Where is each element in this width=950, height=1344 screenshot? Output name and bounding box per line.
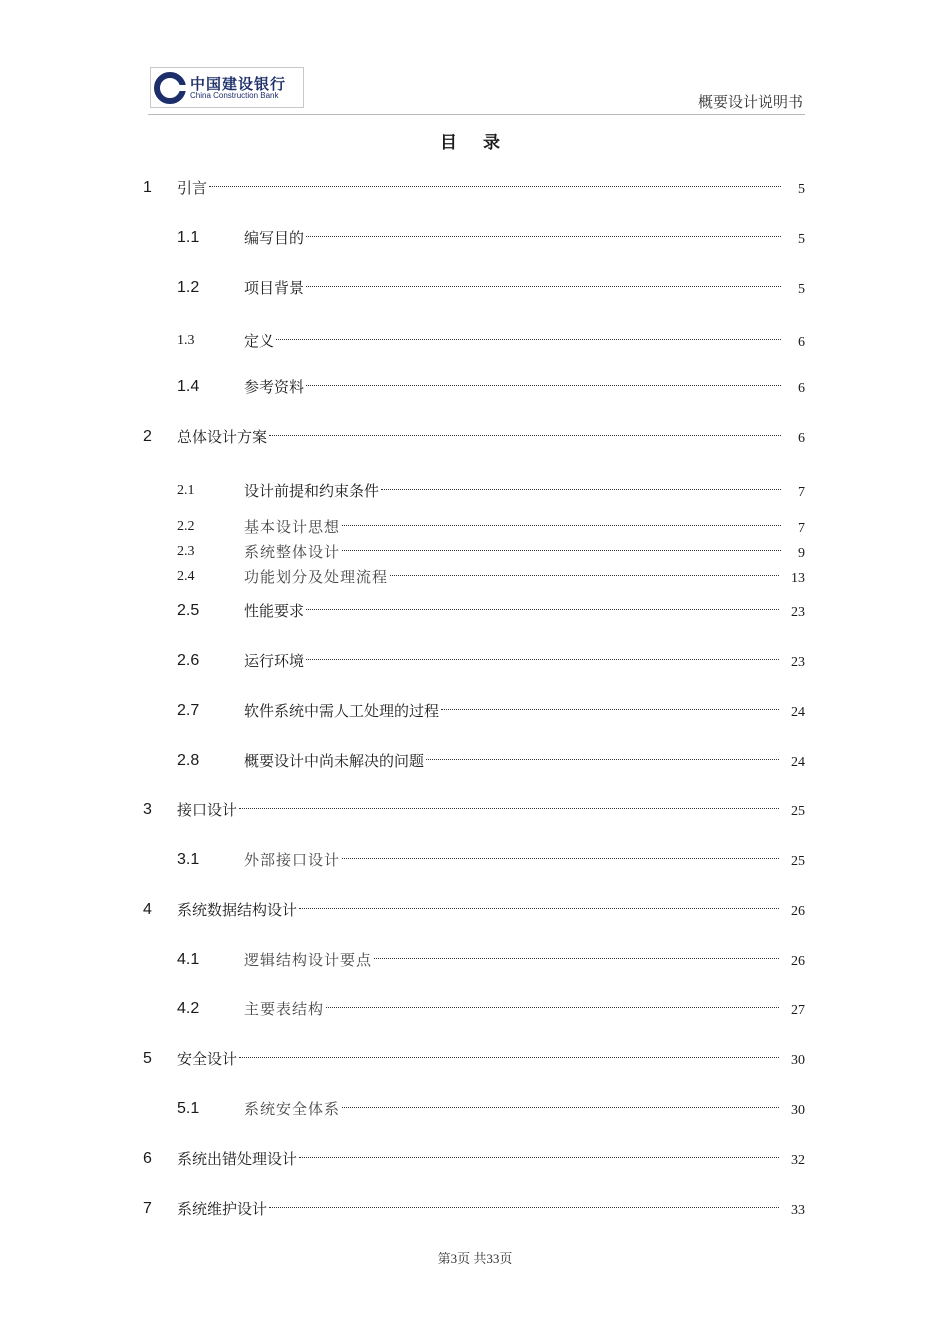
toc-entry[interactable] xyxy=(0,748,950,774)
toc-number: 5 xyxy=(143,1050,152,1067)
toc-page: 5 xyxy=(798,182,805,197)
toc-text: 定义 xyxy=(244,332,275,350)
toc-number: 2 xyxy=(143,428,152,445)
toc-text: 概要设计中尚未解决的问题 xyxy=(244,752,425,770)
dot-leader xyxy=(342,858,779,859)
toc-number: 2.6 xyxy=(177,652,200,669)
toc-entry[interactable] xyxy=(0,175,950,201)
toc-entry[interactable] xyxy=(0,1046,950,1072)
toc-page: 7 xyxy=(798,521,805,536)
toc-entry[interactable] xyxy=(0,947,950,973)
toc-text: 参考资料 xyxy=(244,378,305,396)
toc-entry[interactable] xyxy=(0,225,950,251)
dot-leader xyxy=(306,385,781,386)
dot-leader xyxy=(239,1057,779,1058)
toc-page: 25 xyxy=(791,854,805,869)
dot-leader xyxy=(306,286,781,287)
toc-text: 系统整体设计 xyxy=(244,543,341,561)
toc-number: 3 xyxy=(143,801,152,818)
toc-page: 30 xyxy=(791,1103,805,1118)
ccb-emblem-icon xyxy=(153,72,187,104)
page-footer: 第3页 共33页 xyxy=(437,1251,513,1266)
toc-page: 26 xyxy=(791,954,805,969)
toc-page: 24 xyxy=(791,755,805,770)
toc-text: 运行环境 xyxy=(244,652,305,670)
toc-number: 1.2 xyxy=(177,279,200,296)
toc-number: 4.1 xyxy=(177,951,200,968)
toc-number: 1.1 xyxy=(177,229,200,246)
toc-page: 7 xyxy=(798,485,805,500)
toc-entry[interactable] xyxy=(0,1196,950,1222)
dot-leader xyxy=(342,1107,779,1108)
dot-leader xyxy=(299,1157,779,1158)
toc-entry[interactable] xyxy=(0,698,950,724)
toc-number: 2.7 xyxy=(177,702,200,719)
toc-text: 编写目的 xyxy=(244,229,305,247)
toc-text: 系统维护设计 xyxy=(177,1200,268,1218)
dot-leader xyxy=(342,550,781,551)
toc-page: 13 xyxy=(791,571,805,586)
toc-text: 项目背景 xyxy=(244,279,305,297)
toc-number: 2.3 xyxy=(177,544,195,559)
toc-entry[interactable] xyxy=(0,648,950,674)
toc-entry[interactable] xyxy=(0,514,950,540)
toc-entry[interactable] xyxy=(0,996,950,1022)
dot-leader xyxy=(426,759,779,760)
toc-entry[interactable] xyxy=(0,797,950,823)
toc-entry[interactable] xyxy=(0,478,950,504)
toc-number: 1.4 xyxy=(177,378,200,395)
dot-leader xyxy=(374,958,779,959)
bank-logo xyxy=(150,67,304,108)
toc-entry[interactable] xyxy=(0,1096,950,1122)
toc-page: 27 xyxy=(791,1003,805,1018)
toc-entry[interactable] xyxy=(0,847,950,873)
toc-page: 6 xyxy=(798,431,805,446)
dot-leader xyxy=(390,575,779,576)
document-title: 概要设计说明书 xyxy=(697,93,803,111)
toc-text: 安全设计 xyxy=(177,1050,238,1068)
toc-text: 设计前提和约束条件 xyxy=(244,482,380,500)
toc-page: 30 xyxy=(791,1053,805,1068)
toc-number: 2.8 xyxy=(177,752,200,769)
logo-english-name: China Construction Bank xyxy=(190,91,279,100)
toc-page: 32 xyxy=(791,1153,805,1168)
dot-leader xyxy=(306,609,779,610)
toc-text: 系统数据结构设计 xyxy=(177,901,298,919)
toc-text: 主要表结构 xyxy=(244,1000,325,1018)
toc-number: 6 xyxy=(143,1150,152,1167)
toc-page: 5 xyxy=(798,282,805,297)
toc-text: 软件系统中需人工处理的过程 xyxy=(244,702,440,720)
dot-leader xyxy=(342,525,781,526)
toc-number: 2.1 xyxy=(177,483,195,498)
toc-number: 4.2 xyxy=(177,1000,200,1017)
toc-text: 系统安全体系 xyxy=(244,1100,341,1118)
toc-number: 1 xyxy=(143,179,152,196)
toc-text: 性能要求 xyxy=(244,602,305,620)
toc-page: 23 xyxy=(791,605,805,620)
toc-heading: 目 录 xyxy=(440,133,510,153)
toc-text: 总体设计方案 xyxy=(177,428,268,446)
toc-number: 3.1 xyxy=(177,851,200,868)
toc-entry[interactable] xyxy=(0,328,950,354)
toc-number: 2.4 xyxy=(177,569,195,584)
dot-leader xyxy=(306,236,781,237)
toc-text: 逻辑结构设计要点 xyxy=(244,951,373,969)
toc-number: 5.1 xyxy=(177,1100,200,1117)
dot-leader xyxy=(276,339,781,340)
toc-number: 2.5 xyxy=(177,602,200,619)
toc-page: 6 xyxy=(798,381,805,396)
toc-page: 23 xyxy=(791,655,805,670)
toc-entry[interactable] xyxy=(0,424,950,450)
toc-entry[interactable] xyxy=(0,598,950,624)
toc-entry[interactable] xyxy=(0,539,950,565)
toc-text: 引言 xyxy=(177,179,208,197)
dot-leader xyxy=(299,908,779,909)
toc-text: 功能划分及处理流程 xyxy=(244,568,389,586)
toc-number: 7 xyxy=(143,1200,152,1217)
toc-entry[interactable] xyxy=(0,1146,950,1172)
toc-text: 系统出错处理设计 xyxy=(177,1150,298,1168)
header-divider xyxy=(148,114,805,115)
toc-text: 基本设计思想 xyxy=(244,518,341,536)
toc-text: 外部接口设计 xyxy=(244,851,341,869)
toc-entry[interactable] xyxy=(0,897,950,923)
toc-number: 2.2 xyxy=(177,519,195,534)
dot-leader xyxy=(306,659,779,660)
dot-leader xyxy=(239,808,779,809)
dot-leader xyxy=(326,1007,779,1008)
dot-leader xyxy=(269,1207,779,1208)
dot-leader xyxy=(381,489,781,490)
toc-number: 4 xyxy=(143,901,152,918)
toc-page: 5 xyxy=(798,232,805,247)
toc-entry[interactable] xyxy=(0,564,950,590)
toc-page: 33 xyxy=(791,1203,805,1218)
toc-number: 1.3 xyxy=(177,333,195,348)
dot-leader xyxy=(269,435,781,436)
logo-chinese-name: 中国建设银行 xyxy=(190,75,287,93)
toc-page: 26 xyxy=(791,904,805,919)
toc-entry[interactable] xyxy=(0,374,950,400)
toc-page: 24 xyxy=(791,705,805,720)
toc-page: 6 xyxy=(798,335,805,350)
toc-entry[interactable] xyxy=(0,275,950,301)
toc-page: 9 xyxy=(798,546,805,561)
dot-leader xyxy=(441,709,779,710)
toc-text: 接口设计 xyxy=(177,801,238,819)
toc-page: 25 xyxy=(791,804,805,819)
dot-leader xyxy=(209,186,781,187)
